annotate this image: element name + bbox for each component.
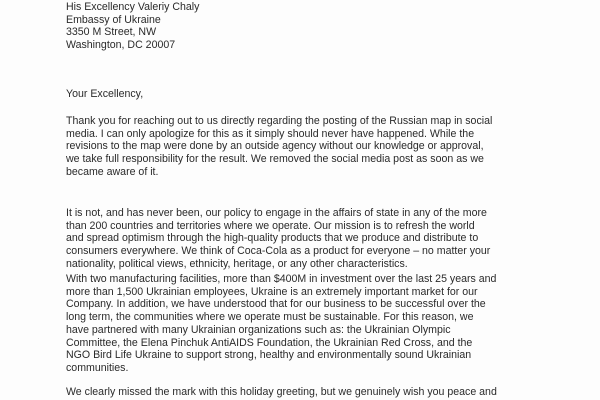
paragraph-line: media. I can only apologize for this as it simply should never have happened. While the: [66, 127, 475, 140]
paragraph-line: With two manufacturing facilities, more than $400M in investment over the last 25 years and: [66, 273, 497, 285]
paragraph-apology: [66, 115, 536, 179]
paragraph-closing: [66, 386, 536, 399]
recipient-address: [66, 1, 199, 52]
paragraph-line: consumers everywhere. We think of Coca-Cola as a product for everyone – no matter your: [66, 245, 491, 258]
address-line: His Excellency Valeriy Chaly: [66, 1, 200, 13]
paragraph-line: Thank you for reaching out to us directly regarding the posting of the Russian map in social: [66, 115, 493, 127]
paragraph-line: we take full responsibility for the result. We removed the social media post as soon as we: [66, 153, 484, 166]
paragraph-policy: [66, 207, 536, 271]
paragraph-line: It is not, and has never been, our policy to engage in the affairs of state in any of the more: [66, 207, 487, 219]
paragraph-line: We clearly missed the mark with this holiday greeting, but we genuinely wish you peace and: [66, 386, 497, 398]
salutation: Your Excellency,: [66, 88, 144, 100]
paragraph-line: NGO Bird Life Ukraine to support strong, healthy and environmentally sound Ukrainian: [66, 349, 472, 362]
paragraph-line: than 200 countries and territories where we operate. Our mission is to refresh the world: [66, 219, 475, 232]
paragraph-line: nationality, political views, ethnicity, heritage, or any other characteristics.: [66, 257, 408, 270]
paragraph-line: revisions to the map were done by an outside agency without our knowledge or approval,: [66, 140, 484, 153]
paragraph-investment: [66, 273, 536, 375]
paragraph-line: communities.: [66, 361, 129, 374]
paragraph-line: more than 1,500 Ukrainian employees, Ukraine is an extremely important market for our: [66, 285, 478, 298]
paragraph-line: and spread optimism through the high-quality products that we produce and distribute to: [66, 232, 479, 245]
address-line: Washington, DC 20007: [66, 39, 176, 52]
paragraph-line: became aware of it.: [66, 165, 159, 178]
paragraph-line: Committee, the Elena Pinchuk AntiAIDS Foundation, the Ukrainian Red Cross, and the: [66, 336, 473, 349]
address-line: Embassy of Ukraine: [66, 13, 161, 26]
paragraph-line: Company. In addition, we have understood that for our business to be successful over the: [66, 298, 486, 311]
paragraph-line: have partnered with many Ukrainian organizations such as: the Ukrainian Olympic: [66, 323, 451, 336]
address-line: 3350 M Street, NW: [66, 26, 157, 39]
paragraph-line: long term, the communities where we operate must be sustainable. For this reason, we: [66, 311, 474, 324]
